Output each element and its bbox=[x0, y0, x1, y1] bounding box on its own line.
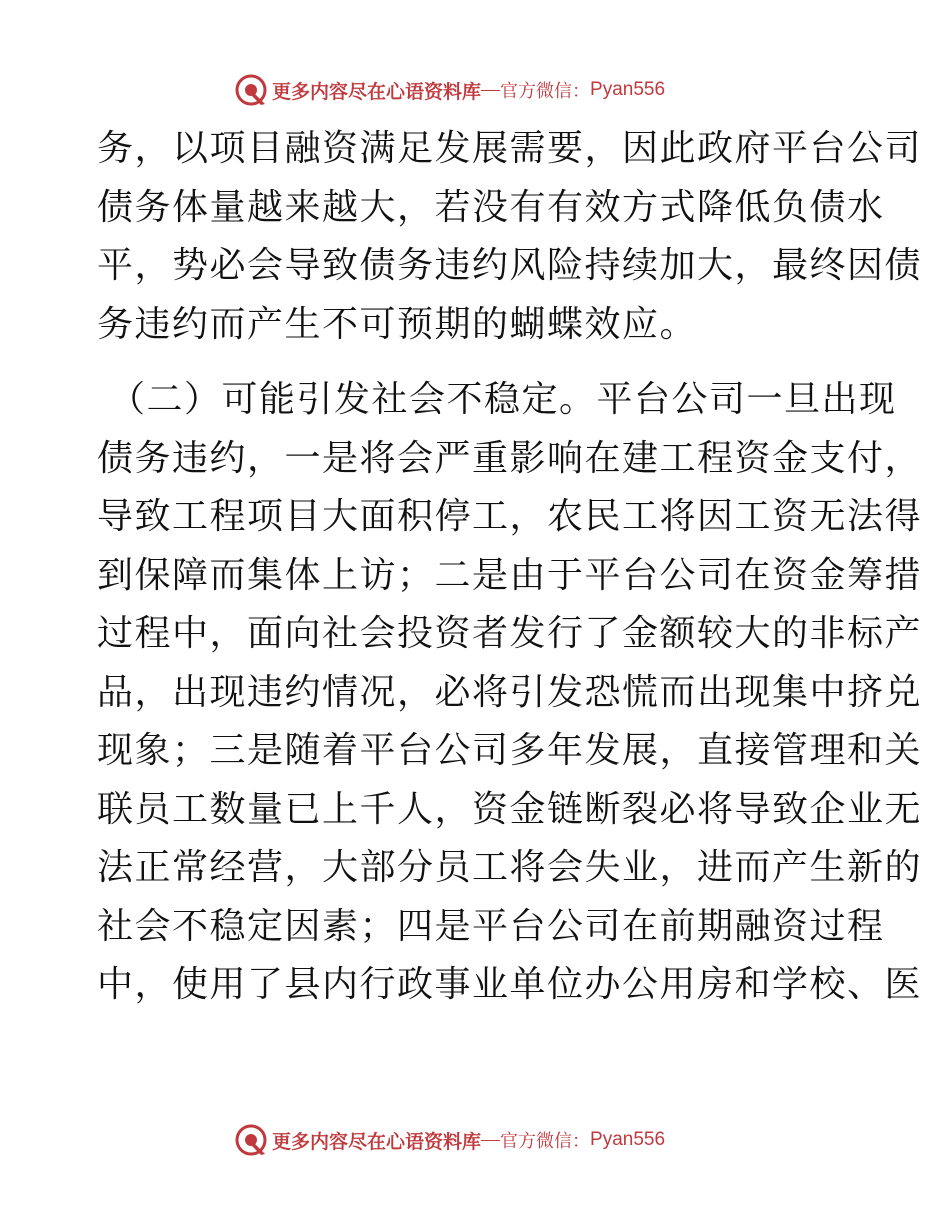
text-line: 债务违约，一是将会严重影响在建工程资金支付， bbox=[97, 437, 923, 479]
text-line: 联员工数量已上千人，资金链断裂必将导致企业无 bbox=[97, 788, 923, 830]
watermark-wechat-id: Pyan556 bbox=[590, 79, 666, 100]
watermark-label: 官方微信： bbox=[500, 1131, 591, 1152]
watermark-text: 更多内容尽在心语资料库 bbox=[272, 1130, 482, 1153]
footer-watermark bbox=[234, 1122, 754, 1158]
text-line: 债务体量越来越大，若没有有效方式降低负债水 bbox=[97, 186, 885, 228]
paragraph-gap bbox=[97, 354, 867, 371]
watermark-label: 官方微信： bbox=[500, 81, 591, 102]
text-line: 现象；三是随着平台公司多年发展，直接管理和关 bbox=[97, 730, 923, 771]
text-line: 中，使用了县内行政事业单位办公用房和学校、医 bbox=[97, 964, 923, 1005]
text-line: 过程中，面向社会投资者发行了金额较大的非标产 bbox=[97, 613, 923, 654]
watermark-dash: — bbox=[481, 1129, 501, 1150]
text-line: （二）可能引发社会不稳定。平台公司一旦出现 bbox=[109, 379, 897, 420]
pen-logo-icon bbox=[234, 73, 268, 107]
text-line: 法正常经营，大部分员工将会失业，进而产生新的 bbox=[97, 847, 923, 888]
text-line: 导致工程项目大面积停工，农民工将因工资无法得 bbox=[97, 496, 923, 537]
watermark-dash: — bbox=[481, 79, 501, 100]
text-line: 社会不稳定因素；四是平台公司在前期融资过程 bbox=[97, 905, 885, 947]
pen-logo-icon bbox=[234, 1123, 268, 1157]
text-line: 务违约而产生不可预期的蝴蝶效应。 bbox=[97, 303, 698, 345]
text-line: 务，以项目融资满足发展需要，因此政府平台公司 bbox=[97, 128, 923, 169]
document-body bbox=[97, 120, 923, 1015]
paragraph-2 bbox=[97, 371, 923, 1015]
text-line: 平，势必会导致债务违约风险持续加大，最终因债 bbox=[97, 245, 923, 286]
watermark-wechat-id: Pyan556 bbox=[590, 1129, 666, 1150]
header-watermark bbox=[234, 72, 754, 108]
watermark-text: 更多内容尽在心语资料库 bbox=[272, 80, 482, 103]
text-line: 品，出现违约情况，必将引发恐慌而出现集中挤兑 bbox=[97, 671, 923, 713]
paragraph-1 bbox=[97, 120, 923, 354]
text-line: 到保障而集体上访；二是由于平台公司在资金筹措 bbox=[97, 554, 923, 596]
